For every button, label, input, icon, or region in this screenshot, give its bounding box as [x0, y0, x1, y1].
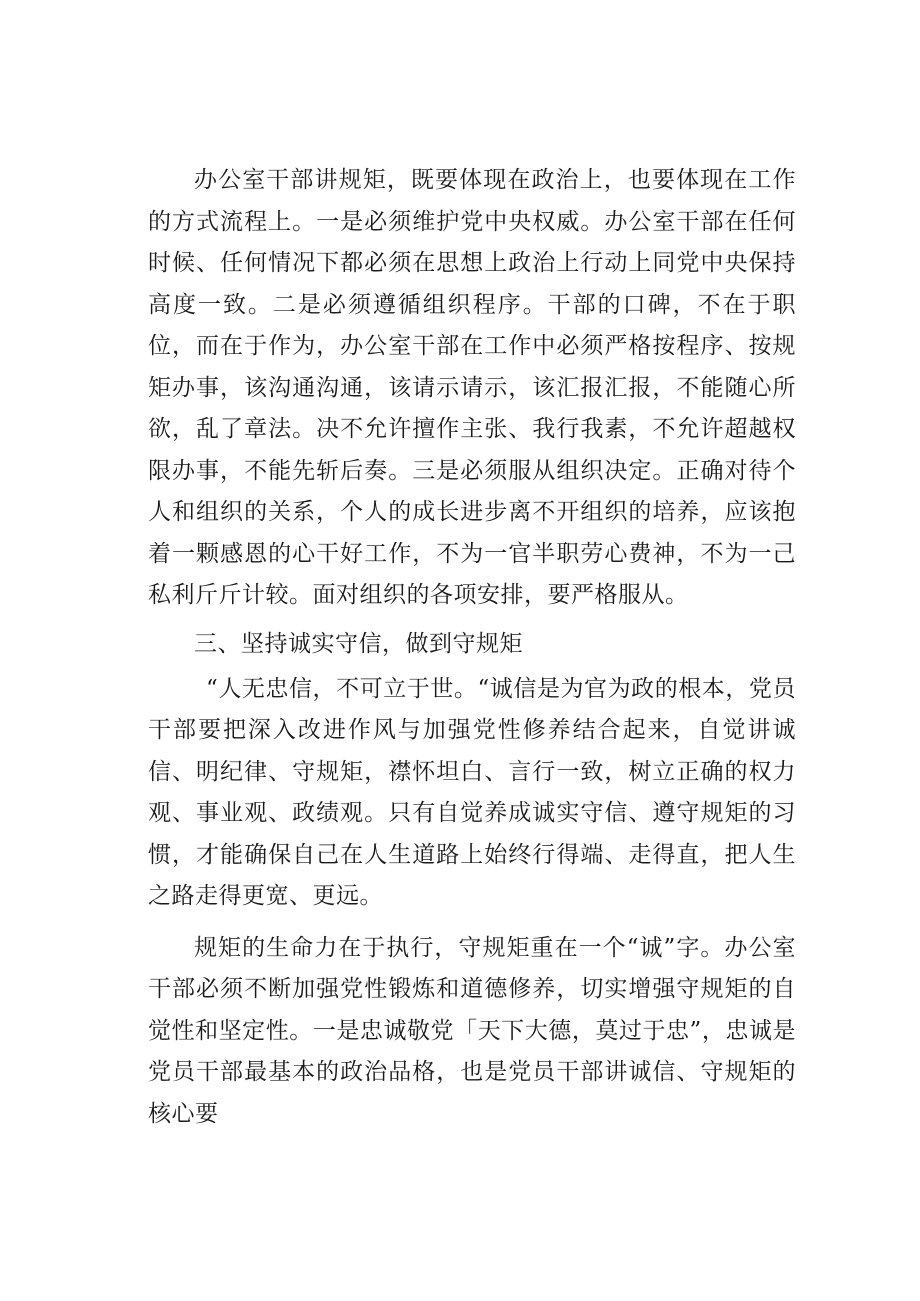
document-body: [148, 160, 796, 1135]
paragraph-rules-in-work: 办公室干部讲规矩，既要体现在政治上，也要体现在工作的方式流程上。一是必须维护党中央权威。办公室干部在任何时候、任何情况下都必须在思想上政治上行动上同党中央保持高度一致。二是必须遵循组织程序。干部的口碑，不在于职位，而在于作为，办公室干部在工作中必须严格按程序、按规矩办事，该沟通沟通，该请示请示，该汇报汇报，不能随心所欲，乱了章法。决不允许擅作主张、我行我素，不允许超越权限办事，不能先斩后奏。三是必须服从组织决定。正确对待个人和组织的关系，个人的成长进步离不开组织的培养，应该抱着一颗感恩的心干好工作，不为一官半职劳心费神，不为一己私利斤斤计较。面对组织的各项安排，要严格服从。: [148, 167, 796, 608]
paragraph-execution: 规矩的生命力在于执行，守规矩重在一个“诚”字。办公室干部必须不断加强党性锻炼和道德修养，切实增强守规矩的自觉性和坚定性。一是忠诚敬党「天下大德，莫过于忠”，忠诚是党员干部最基本的政治品格，也是党员干部讲诚信、守规矩的核心要: [148, 934, 796, 1127]
section-heading: 三、坚持诚实守信，做到守规矩: [194, 630, 523, 657]
paragraph-honesty: “人无忠信，不可立于世。“诚信是为官为政的根本，党员干部要把深入改进作风与加强党性修养结合起来，自觉讲诚信、明纪律、守规矩，襟怀坦白、言行一致，树立正确的权力观、事业观、政绩观。只有自觉养成诚实守信、遵守规矩的习惯，才能确保自己在人生道路上始终行得端、走得直，把人生之路走得更宽、更远。: [148, 675, 796, 909]
